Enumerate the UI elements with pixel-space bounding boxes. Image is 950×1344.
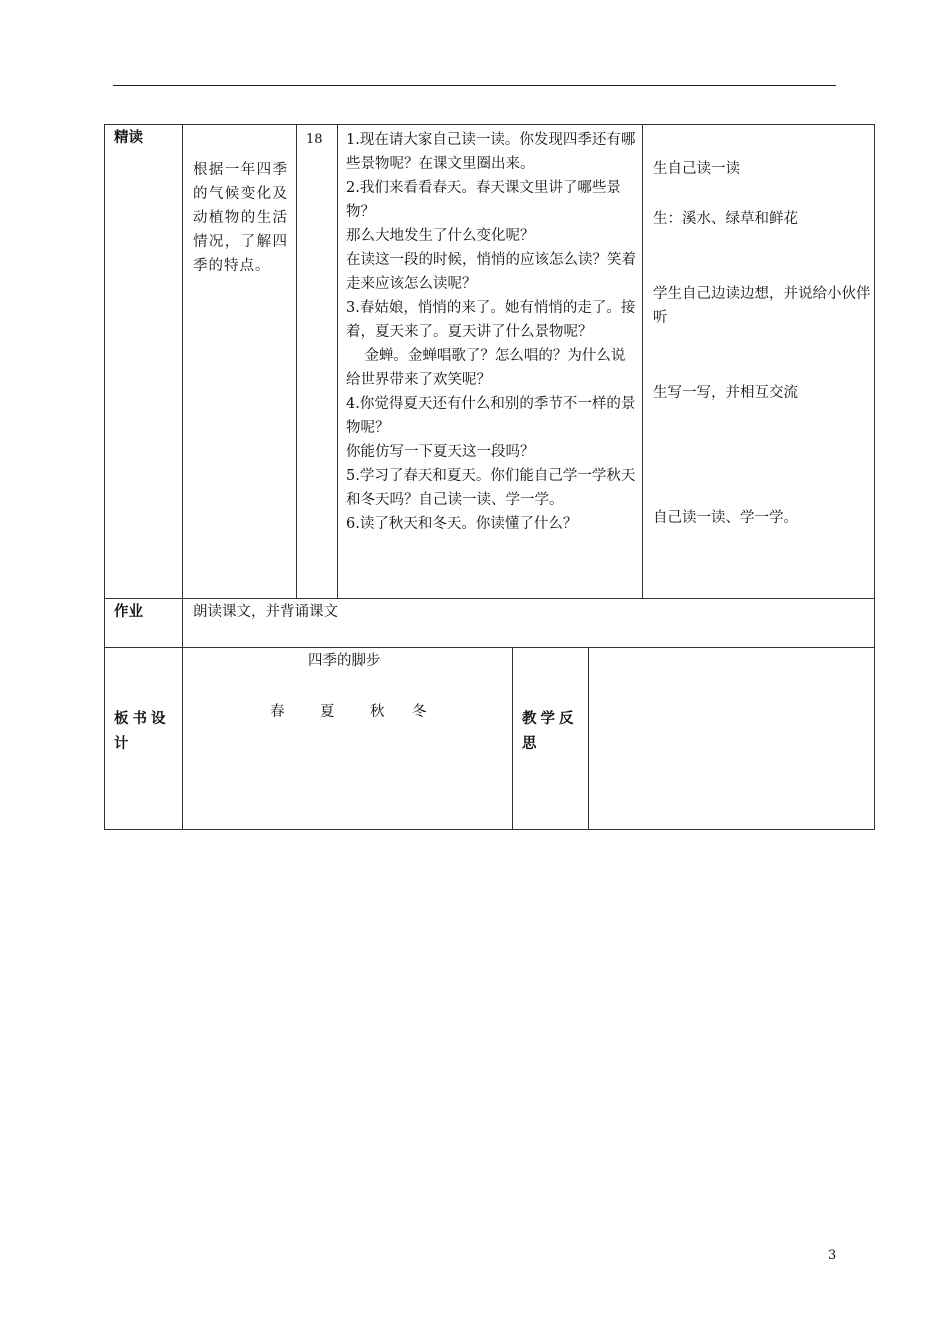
col-divider	[182, 647, 183, 830]
step-item: 1.现在请大家自己读一读。你发现四季还有哪些景物呢？在课文里圈出来。	[346, 132, 636, 172]
student-activity: 自己读一读、学一学。	[653, 510, 798, 526]
col-divider	[337, 124, 338, 598]
season-winter: 冬	[412, 704, 427, 720]
page-number: 3	[828, 1248, 837, 1263]
duration-minutes: 18	[306, 132, 323, 147]
learning-goal: 根据一年四季的气候变化及动植物的生活情况，了解四季的特点。	[193, 162, 288, 274]
step-item: 4.你觉得夏天还有什么和别的季节不一样的景物呢？	[346, 396, 636, 436]
section-label-intensive-reading: 精读	[114, 130, 143, 146]
step-item: 2.我们来看看春天。春天课文里讲了哪些景物？	[346, 180, 621, 220]
col-divider	[296, 124, 297, 598]
col-divider	[512, 647, 513, 830]
col-divider	[182, 124, 183, 598]
student-activity: 生自己读一读	[653, 161, 740, 177]
step-item: 金蝉。金蝉唱歌了？怎么唱的？为什么说给世界带来了欢笑呢？	[346, 348, 626, 388]
step-item: 3.春姑娘，悄悄的来了。她有悄悄的走了。接着，夏天来了。夏天讲了什么景物呢？	[346, 300, 636, 340]
student-activity: 生：溪水、绿草和鲜花	[653, 211, 798, 227]
step-item: 6.读了秋天和冬天。你读懂了什么？	[346, 516, 578, 532]
student-activity: 学生自己边读边想，并说给小伙伴听	[653, 286, 871, 326]
col-divider	[642, 124, 643, 598]
step-item: 5.学习了春天和夏天。你们能自己学一学秋天和冬天吗？自己读一读、学一学。	[346, 468, 636, 508]
teaching-steps	[346, 128, 638, 536]
step-item: 那么大地发生了什么变化呢？	[346, 228, 535, 244]
row-divider	[104, 598, 875, 599]
student-activity: 生写一写，并相互交流	[653, 385, 798, 401]
row-divider	[104, 647, 875, 648]
teaching-reflection-label: 教学反思	[522, 711, 578, 752]
homework-content: 朗读课文，并背诵课文	[193, 604, 338, 620]
step-item: 你能仿写一下夏天这一段吗？	[346, 444, 535, 460]
board-design-label: 板书设计	[114, 711, 170, 752]
season-autumn: 秋	[370, 704, 385, 720]
season-spring: 春	[270, 704, 285, 720]
step-item: 在读这一段的时候，悄悄的应该怎么读？笑着走来应该怎么读呢？	[346, 252, 636, 292]
board-title: 四季的脚步	[308, 653, 381, 669]
col-divider	[182, 598, 183, 647]
section-label-homework: 作业	[114, 604, 143, 620]
season-summer: 夏	[320, 704, 335, 720]
col-divider	[588, 647, 589, 830]
header-rule	[113, 85, 836, 86]
